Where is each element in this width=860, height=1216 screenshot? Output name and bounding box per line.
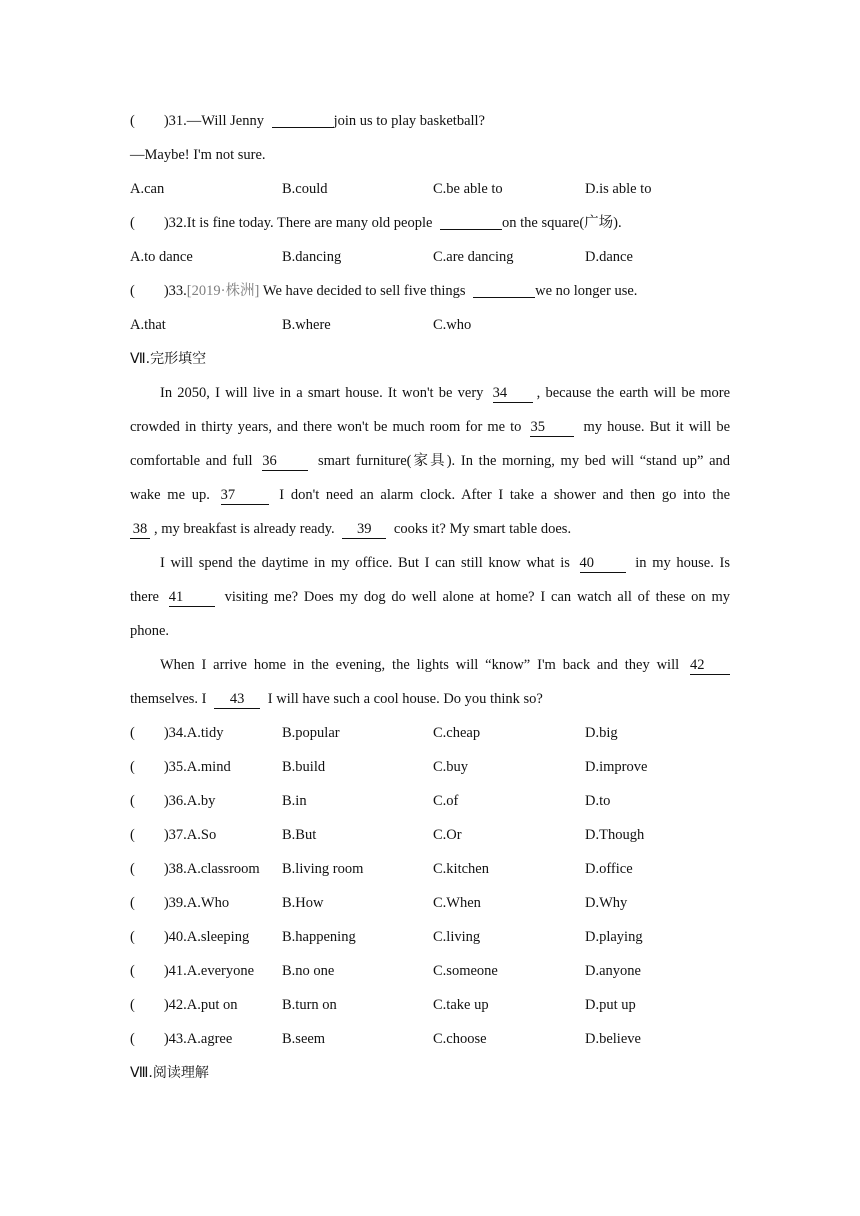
passage-line [130,682,730,716]
question-number: 35. [168,759,187,775]
question-number: 34. [168,725,187,741]
option-d: D.Though [585,827,645,843]
answer-paren: ( ) [130,759,169,775]
question-number: 36. [168,793,187,809]
answer-paren: ( ) [130,283,169,299]
option-a: A.mind [186,759,231,775]
blank-41: 41 [169,589,215,607]
question-text: on the square(广场). [502,215,622,231]
passage-text: there [130,589,159,605]
option-b: B.in [282,793,307,809]
option-d: D.improve [585,759,648,775]
option-c: C.of [433,793,459,809]
option-a: A.everyone [186,963,255,979]
option-c: C.Or [433,827,462,843]
option-a: A.Who [186,895,230,911]
answer-paren: ( ) [130,113,169,129]
option-d: D.big [585,725,618,741]
passage-text: , because the earth will be more [536,385,731,401]
question-number: 33. [168,283,187,299]
option-c: C.choose [433,1031,487,1047]
answer-paren: ( ) [130,215,169,231]
passage-line [130,648,730,682]
answer-blank [473,279,535,298]
passage-text: comfortable and full [130,453,253,469]
answer-paren: ( ) [130,827,169,843]
cloze-option-row [130,818,730,852]
option-a: A.So [186,827,217,843]
cloze-option-row [130,750,730,784]
passage-line [130,410,730,444]
option-c: C.buy [433,759,469,775]
question-text: we no longer use. [535,283,638,299]
blank-42: 42 [690,657,730,675]
option-d: D.to [585,793,611,809]
option-b: B.But [282,827,317,843]
passage-text: in my house. Is [635,555,731,571]
answer-paren: ( ) [130,997,169,1013]
question-31-options [130,172,730,206]
passage-line [130,512,730,546]
passage-text: , my breakfast is already ready. [154,521,335,537]
question-label [130,784,215,818]
answer-paren: ( ) [130,861,169,877]
cloze-option-row [130,988,730,1022]
question-label [130,716,223,750]
question-label [130,750,231,784]
passage-line [130,614,730,648]
exam-page [130,104,730,1090]
blank-37: 37 [221,487,269,505]
source-tag: [2019·株洲] [186,283,260,299]
blank-38: 38 [130,521,150,539]
option-c: C.kitchen [433,861,489,877]
answer-paren: ( ) [130,1031,169,1047]
passage-line [130,478,730,512]
question-number: 42. [168,997,187,1013]
answer-paren: ( ) [130,793,169,809]
cloze-option-row [130,920,730,954]
option-a: A.put on [186,997,238,1013]
passage-text: cooks it? My smart table does. [393,521,572,537]
option-d: D.put up [585,997,636,1013]
option-a: A.classroom [186,861,260,877]
question-31-reply [130,138,730,172]
option-d: D.office [585,861,633,877]
option-b: B.How [282,895,324,911]
option-c: C.take up [433,997,489,1013]
question-31 [130,104,730,138]
question-number: 41. [168,963,187,979]
blank-35: 35 [530,419,574,437]
option-b: B.could [282,181,328,197]
option-c: C.be able to [433,181,503,197]
passage-line [130,580,730,614]
blank-36: 36 [262,453,308,471]
passage-line [130,376,730,410]
question-number: 38. [168,861,187,877]
passage-text: When I arrive home in the evening, the lights will “know” I'm back and they will [160,657,680,673]
passage-text: wake me up. [130,487,210,503]
question-32-options [130,240,730,274]
option-a: A.by [186,793,216,809]
question-text: We have decided to sell five things [262,283,466,299]
reply-text: —Maybe! I'm not sure. [130,147,266,163]
cloze-option-row [130,716,730,750]
option-c: C.are dancing [433,249,514,265]
question-text: —Will Jenny [186,113,264,129]
question-label [130,1022,232,1056]
answer-blank [272,109,334,128]
question-label [130,988,238,1022]
blank-43: 43 [214,691,260,709]
option-b: B.living room [282,861,364,877]
answer-paren: ( ) [130,963,169,979]
option-a: A.can [130,181,165,197]
question-label [130,818,216,852]
passage-text: themselves. I [130,691,207,707]
option-b: B.seem [282,1031,326,1047]
cloze-option-row [130,954,730,988]
question-number: 37. [168,827,187,843]
option-b: B.popular [282,725,340,741]
blank-40: 40 [580,555,626,573]
option-d: D.playing [585,929,643,945]
question-33-options [130,308,730,342]
question-number: 32. [168,215,187,231]
cloze-option-row [130,784,730,818]
option-c: C.someone [433,963,498,979]
cloze-options-list [130,716,730,1056]
section-heading-reading: Ⅷ.阅读理解 [130,1065,209,1081]
answer-paren: ( ) [130,895,169,911]
option-a: A.sleeping [186,929,250,945]
answer-paren: ( ) [130,929,169,945]
passage-text: I will have such a cool house. Do you think so? [267,691,543,707]
passage-text: crowded in thirty years, and there won't be much room for me to [130,419,522,435]
option-a: A.to dance [130,249,193,265]
option-b: B.happening [282,929,356,945]
passage-text: I don't need an alarm clock. After I take a shower and then go into the [279,487,731,503]
option-a: A.agree [186,1031,233,1047]
option-d: D.anyone [585,963,641,979]
passage-text: my house. But it will be [583,419,731,435]
cloze-option-row [130,886,730,920]
option-b: B.dancing [282,249,342,265]
answer-paren: ( ) [130,725,169,741]
option-d: D.believe [585,1031,641,1047]
question-text: join us to play basketball? [333,113,485,129]
question-33 [130,274,730,308]
question-number: 40. [168,929,187,945]
cloze-option-row [130,852,730,886]
option-b: B.build [282,759,326,775]
blank-39: 39 [342,521,386,539]
passage-text: In 2050, I will live in a smart house. It won't be very [160,385,484,401]
option-d: D.Why [585,895,628,911]
passage-text: visiting me? Does my dog do well alone at home? I can watch all of these on my [224,589,731,605]
question-label [130,852,260,886]
passage-text: phone. [130,623,170,639]
section-heading-cloze: Ⅶ.完形填空 [130,351,207,367]
question-32 [130,206,730,240]
option-a: A.that [130,317,166,333]
question-label [130,920,249,954]
option-d: D.is able to [585,181,652,197]
blank-34: 34 [493,385,533,403]
option-c: C.When [433,895,481,911]
passage-line [130,546,730,580]
question-label [130,954,254,988]
option-c: C.cheap [433,725,481,741]
question-number: 43. [168,1031,187,1047]
passage-line [130,444,730,478]
option-d: D.dance [585,249,633,265]
question-number: 39. [168,895,187,911]
cloze-option-row [130,1022,730,1056]
option-b: B.turn on [282,997,337,1013]
option-b: B.no one [282,963,335,979]
option-c: C.living [433,929,481,945]
passage-text: I will spend the daytime in my office. But I can still know what is [160,555,570,571]
passage-text: smart furniture(家具). In the morning, my bed will “stand up” and [317,453,731,469]
answer-blank [440,211,502,230]
question-number: 31. [168,113,187,129]
option-a: A.tidy [186,725,224,741]
option-b: B.where [282,317,331,333]
option-c: C.who [433,317,472,333]
question-text: It is fine today. There are many old people [186,215,433,231]
question-label [130,886,229,920]
